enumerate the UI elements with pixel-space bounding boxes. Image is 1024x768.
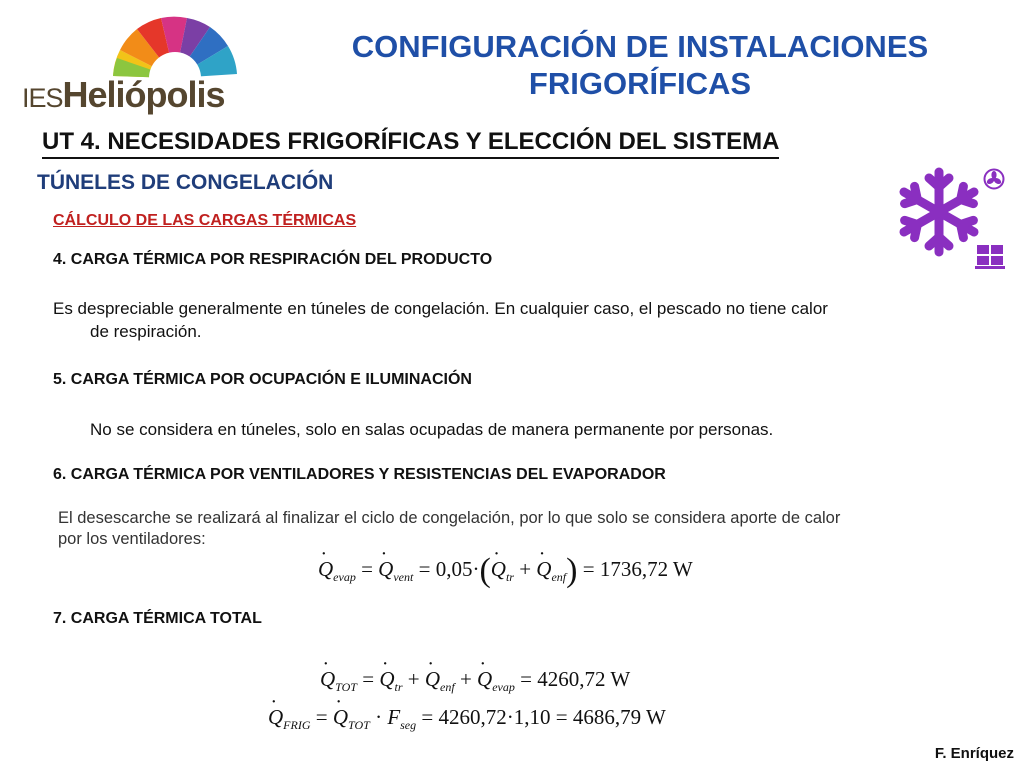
school-logo <box>22 14 247 114</box>
item6-text <box>58 508 963 550</box>
pallet-icon <box>975 244 1005 270</box>
author: F. Enríquez <box>934 745 1014 762</box>
item6-title: 6. CARGA TÉRMICA POR VENTILADORES Y RESISTENCIAS DEL EVAPORADOR <box>53 466 666 483</box>
frig-value: 4260,72 <box>438 705 507 729</box>
unit-title: UT 4. NECESIDADES FRIGORÍFICAS Y ELECCIÓN DEL SISTEMA <box>42 128 779 159</box>
item5-title: 5. CARGA TÉRMICA POR OCUPACIÓN E ILUMINACIÓN <box>53 371 472 388</box>
page-title <box>300 28 980 102</box>
rainbow-fan-logo-icon <box>110 14 240 80</box>
formula-evaporator: · $Q_{evap}$ = · $Q_{vent} = 0,05\cdot(\cdot Q_{tr}$ + · $Q_{enf}) = 1736,72$ W <box>318 552 693 590</box>
item6-text-line2: por los ventiladores: <box>58 530 206 548</box>
page-title-line1: CONFIGURACIÓN DE INSTALACIONES <box>351 29 929 64</box>
item7-title: 7. CARGA TÉRMICA TOTAL <box>53 610 262 627</box>
item4-text <box>53 297 983 343</box>
item4-title: 4. CARGA TÉRMICA POR RESPIRACIÓN DEL PRODUCTO <box>53 251 493 268</box>
fan-icon <box>983 168 1005 190</box>
total-result: 4260,72 W <box>537 667 631 691</box>
logo-name: Heliópolis <box>62 74 225 115</box>
item4-text-line1: Es despreciable generalmente en túneles de congelación. En cualquier caso, el pescado no tiene calor <box>53 299 828 318</box>
cold-room-icons <box>893 166 1008 274</box>
item5-text: No se considera en túneles, solo en salas ocupadas de manera permanente por personas. <box>90 420 774 439</box>
item6-text-line1: El desescarche se realizará al finalizar el ciclo de congelación, por lo que solo se considera aporte de calor <box>58 509 841 527</box>
section-title: TÚNELES DE CONGELACIÓN <box>37 171 334 194</box>
formula-total: · $Q_{TOT}$ = · $Q_{tr}$ + · $Q_{enf}$ + · $Q_{evap} = 4260,72$ W <box>320 667 630 695</box>
logo-wordmark <box>22 74 225 116</box>
item4-text-line2: de respiración. <box>90 322 202 341</box>
frig-result: 4686,79 W <box>572 705 666 729</box>
logo-prefix: IES <box>22 83 63 113</box>
snowflake-icon <box>893 166 985 258</box>
calculation-subtitle: CÁLCULO DE LAS CARGAS TÉRMICAS <box>53 212 357 229</box>
evap-factor: 0,05 <box>435 557 473 581</box>
formula-frig: · $Q_{FRIG}$ = · $Q_{TOT} \cdot F_{seg} = 4260,72\cdot 1,10 = 4686,79$ W <box>268 705 666 733</box>
page-title-line2: FRIGORÍFICAS <box>528 66 752 101</box>
frig-factor: 1,10 <box>513 705 551 729</box>
evap-result: 1736,72 W <box>599 557 693 581</box>
